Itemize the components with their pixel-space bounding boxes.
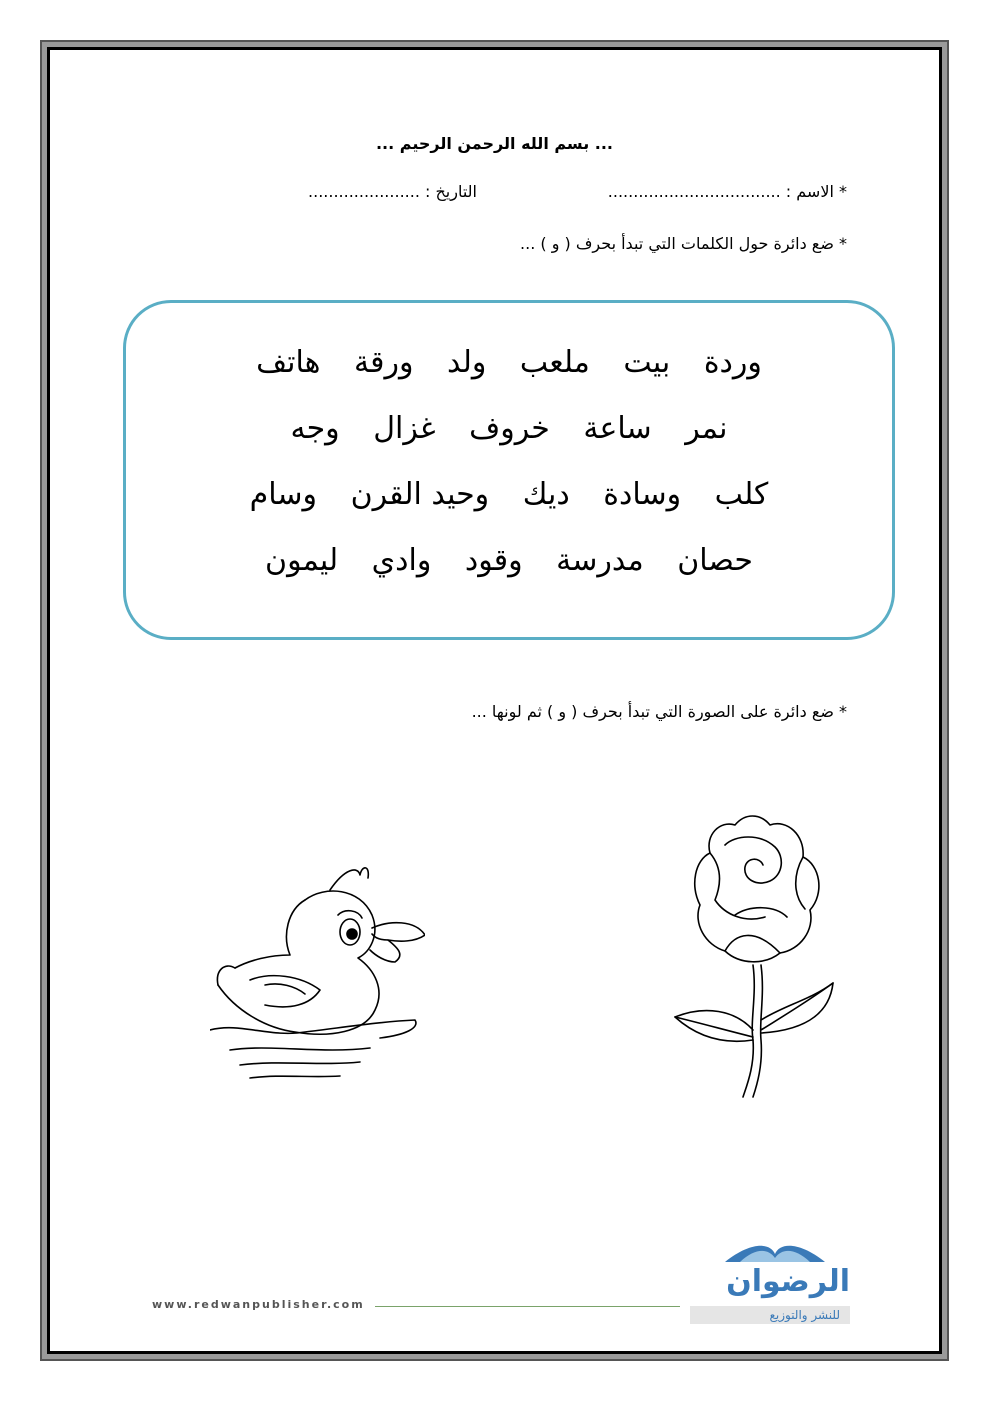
basmala-heading: ... بسم الله الرحمن الرحيم ... — [375, 134, 614, 153]
word[interactable]: ملعب — [519, 345, 590, 380]
logo-tagline: للنشر والتوزيع — [690, 1306, 850, 1324]
word-box — [123, 300, 895, 640]
publisher-logo — [675, 1234, 850, 1326]
word[interactable]: وجه — [290, 411, 340, 446]
rose-drawing[interactable] — [665, 805, 845, 1105]
word[interactable]: وسادة — [603, 477, 682, 512]
word[interactable]: ديك — [522, 477, 570, 512]
word[interactable]: هاتف — [256, 345, 321, 380]
word[interactable]: ليمون — [265, 543, 339, 578]
date-field: التاريخ : ...................... — [308, 182, 477, 201]
word[interactable]: مدرسة — [556, 543, 644, 578]
duck-drawing[interactable] — [210, 860, 425, 1080]
page-border — [40, 40, 949, 1361]
publisher-url[interactable]: www.redwanpublisher.com — [152, 1298, 365, 1311]
word[interactable]: وسام — [249, 477, 318, 512]
word[interactable]: ساعة — [583, 411, 652, 446]
word[interactable]: وردة — [703, 345, 762, 380]
word[interactable]: حصان — [677, 543, 753, 578]
worksheet-page — [47, 47, 942, 1354]
word[interactable]: بيت — [623, 345, 671, 380]
word[interactable]: خروف — [469, 411, 550, 446]
logo-name: الرضوان — [726, 1264, 850, 1299]
word[interactable]: كلب — [714, 477, 769, 512]
word[interactable]: ولد — [446, 345, 487, 380]
name-field: * الاسم : .................................. — [607, 182, 847, 201]
word[interactable]: وقود — [464, 543, 523, 578]
exercise1-instruction: * ضع دائرة حول الكلمات التي تبدأ بحرف ( و ) ... — [520, 234, 847, 253]
word-row — [126, 543, 892, 578]
book-icon — [720, 1234, 830, 1264]
word-row — [126, 411, 892, 446]
word[interactable]: غزال — [373, 411, 436, 446]
word-row — [126, 345, 892, 380]
word-row — [126, 477, 892, 512]
word[interactable]: نمر — [685, 411, 728, 446]
word[interactable]: وادي — [371, 543, 432, 578]
word[interactable]: ورقة — [354, 345, 414, 380]
footer-rule — [375, 1306, 680, 1307]
word[interactable]: وحيد القرن — [350, 477, 490, 512]
exercise2-instruction: * ضع دائرة على الصورة التي تبدأ بحرف ( و ) ثم لونها ... — [471, 702, 847, 721]
